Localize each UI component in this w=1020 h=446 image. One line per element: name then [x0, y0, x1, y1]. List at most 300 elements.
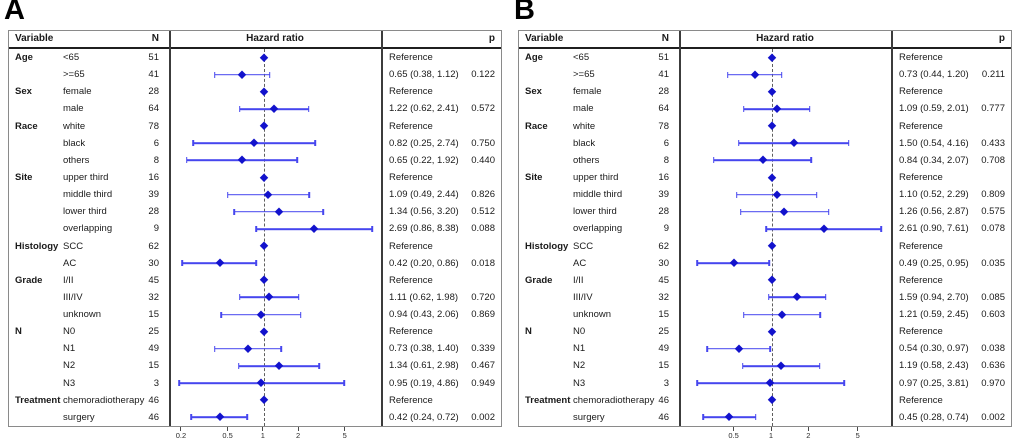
row-subgroup-label: overlapping: [63, 223, 113, 235]
row-n-value: 46: [658, 394, 669, 406]
ci-lower-cap: [190, 414, 192, 420]
row-group-label: [525, 306, 577, 323]
row-subgroup-label: N2: [573, 360, 586, 372]
hazard-ratio-diamond-marker: [767, 53, 776, 62]
ci-lower-cap: [697, 260, 699, 266]
row-group-label: [525, 66, 577, 83]
ci-upper-cap: [314, 140, 316, 146]
row-p-value: 0.708: [981, 154, 1005, 166]
row-p-value: 0.211: [981, 69, 1005, 81]
hazard-ratio-diamond-marker: [789, 139, 798, 148]
row-p-value: 0.339: [471, 343, 495, 355]
hazard-ratio-diamond-marker: [249, 139, 258, 148]
row-estimate-text: 0.84 (0.34, 2.07): [899, 154, 969, 166]
row-estimate-text: 1.21 (0.59, 2.45): [899, 309, 969, 321]
row-estimate-text: 0.73 (0.44, 1.20): [899, 69, 969, 81]
row-p-value: 0.018: [471, 257, 495, 269]
row-n-value: 45: [148, 274, 159, 286]
row-group-label: Treatment: [15, 394, 61, 406]
row-n-value: 78: [148, 120, 159, 132]
row-p-value: 0.433: [981, 137, 1005, 149]
hazard-ratio-diamond-marker: [215, 413, 224, 422]
panel-b-plot-area: [519, 31, 1011, 426]
header-hazard-ratio: Hazard ratio: [756, 33, 814, 44]
hazard-ratio-diamond-marker: [243, 344, 252, 353]
row-n-value: 3: [663, 377, 669, 389]
row-estimate-text: 1.10 (0.52, 2.29): [899, 189, 969, 201]
hazard-ratio-diamond-marker: [269, 104, 278, 113]
row-subgroup-label: III/IV: [573, 291, 593, 303]
hazard-ratio-diamond-marker: [767, 327, 776, 336]
ci-lower-cap: [214, 346, 216, 352]
row-p-value: [457, 392, 495, 409]
row-subgroup-label: lower third: [63, 206, 107, 218]
row-p-value: 0.467: [471, 360, 495, 372]
row-subgroup-label: I/II: [63, 274, 74, 286]
row-p-value: [457, 272, 495, 289]
row-estimate-text: 0.42 (0.20, 0.86): [389, 257, 459, 269]
row-estimate-text: 1.26 (0.56, 2.87): [899, 206, 969, 218]
row-n-value: 41: [148, 69, 159, 81]
ci-upper-cap: [828, 209, 830, 215]
row-estimate-text: 1.34 (0.56, 3.20): [389, 206, 459, 218]
row-group-label: Age: [15, 52, 33, 63]
row-n-value: 51: [148, 52, 159, 63]
row-estimate-text: Reference: [389, 120, 433, 132]
ci-lower-cap: [234, 209, 236, 215]
row-p-value: 0.002: [471, 411, 495, 423]
reference-line: [772, 49, 773, 426]
row-estimate-text: Reference: [389, 394, 433, 406]
row-p-value: 0.970: [981, 377, 1005, 389]
ci-upper-cap: [280, 346, 282, 352]
hazard-ratio-diamond-marker: [310, 224, 319, 233]
row-subgroup-label: I/II: [573, 274, 584, 286]
row-p-value: 0.809: [981, 189, 1005, 201]
row-subgroup-label: male: [573, 103, 594, 115]
row-subgroup-label: SCC: [63, 240, 84, 252]
ci-upper-cap: [810, 157, 812, 163]
row-subgroup-label: upper third: [573, 171, 619, 183]
row-n-value: 39: [148, 189, 159, 201]
ci-lower-cap: [238, 363, 240, 369]
row-group-label: [525, 152, 577, 169]
row-group-label: [15, 66, 67, 83]
row-estimate-text: 0.97 (0.25, 3.81): [899, 377, 969, 389]
axis-tick-label: 2: [806, 431, 811, 440]
row-p-value: [967, 238, 1005, 255]
row-p-value: 0.440: [471, 154, 495, 166]
row-estimate-text: Reference: [899, 326, 943, 338]
ci-upper-cap: [755, 414, 757, 420]
hazard-ratio-diamond-marker: [729, 259, 738, 268]
hazard-ratio-diamond-marker: [259, 53, 268, 62]
row-p-value: 0.826: [471, 189, 495, 201]
row-subgroup-label: SCC: [573, 240, 594, 252]
row-group-label: [15, 357, 67, 374]
ci-upper-cap: [819, 363, 821, 369]
row-group-label: Sex: [15, 86, 32, 98]
ci-lower-cap: [186, 157, 188, 163]
ci-upper-cap: [322, 209, 324, 215]
ci-upper-cap: [816, 192, 818, 198]
row-p-value: [967, 392, 1005, 409]
row-estimate-text: 0.45 (0.28, 0.74): [899, 411, 969, 423]
hazard-ratio-diamond-marker: [259, 327, 268, 336]
row-estimate-text: Reference: [899, 86, 943, 98]
ci-lower-cap: [220, 312, 222, 318]
header-p-value: p: [998, 33, 1005, 44]
ci-upper-cap: [296, 157, 298, 163]
hazard-ratio-diamond-marker: [767, 122, 776, 131]
row-subgroup-label: surgery: [63, 411, 95, 423]
ci-lower-cap: [179, 380, 181, 386]
row-group-label: [525, 100, 577, 117]
ci-upper-cap: [246, 414, 248, 420]
row-n-value: 28: [148, 206, 159, 218]
row-subgroup-label: chemoradiotherapy: [63, 394, 145, 406]
row-n-value: 51: [658, 52, 669, 63]
hazard-ratio-diamond-marker: [265, 293, 274, 302]
row-group-label: [525, 220, 577, 237]
hazard-ratio-diamond-marker: [237, 70, 246, 79]
hazard-ratio-diamond-marker: [819, 224, 828, 233]
axis-tick-label: 5: [342, 431, 347, 440]
row-subgroup-label: surgery: [573, 411, 605, 423]
row-p-value: [457, 169, 495, 186]
ci-lower-cap: [227, 192, 229, 198]
row-p-value: 0.512: [471, 206, 495, 218]
hazard-ratio-diamond-marker: [259, 173, 268, 182]
ci-lower-cap: [736, 192, 738, 198]
row-p-value: 0.750: [471, 137, 495, 149]
row-group-label: Histology: [525, 240, 569, 252]
row-estimate-text: 1.09 (0.49, 2.44): [389, 189, 459, 201]
row-subgroup-label: upper third: [63, 171, 109, 183]
axis-tick-label: 1: [768, 431, 774, 440]
hazard-ratio-diamond-marker: [724, 413, 733, 422]
row-subgroup-label: unknown: [63, 309, 102, 321]
row-n-value: 15: [148, 309, 159, 321]
axis-tick-label: 2: [296, 431, 301, 440]
row-p-value: 0.636: [981, 360, 1005, 372]
row-subgroup-label: N3: [573, 377, 586, 389]
row-group-label: [15, 306, 67, 323]
row-p-value: [457, 118, 495, 135]
ci-lower-cap: [768, 294, 770, 300]
ci-upper-cap: [319, 363, 321, 369]
row-n-value: 39: [658, 189, 669, 201]
panel-a-plot-area: [9, 31, 501, 426]
header-n: N: [661, 33, 669, 44]
row-n-value: 78: [658, 120, 669, 132]
ci-upper-cap: [819, 312, 821, 318]
row-group-label: Race: [15, 120, 38, 132]
row-subgroup-label: chemoradiotherapy: [573, 394, 655, 406]
row-p-value: 0.720: [471, 291, 495, 303]
row-p-value: [967, 169, 1005, 186]
row-subgroup-label: <65: [63, 52, 80, 63]
row-p-value: 0.078: [981, 223, 1005, 235]
ci-lower-cap: [706, 346, 708, 352]
row-subgroup-label: N2: [63, 360, 76, 372]
row-group-label: [15, 100, 67, 117]
row-subgroup-label: black: [63, 137, 86, 149]
row-p-value: 0.085: [981, 291, 1005, 303]
header-hazard-ratio: Hazard ratio: [246, 33, 304, 44]
row-group-label: [525, 375, 577, 392]
row-group-label: [15, 203, 67, 220]
row-subgroup-label: female: [573, 86, 602, 98]
row-p-value: 0.777: [981, 103, 1005, 115]
row-estimate-text: Reference: [389, 274, 433, 286]
row-n-value: 28: [658, 206, 669, 218]
axis-tick-label: 0.5: [222, 431, 233, 440]
row-p-value: 0.949: [471, 377, 495, 389]
row-subgroup-label: others: [573, 154, 600, 166]
ci-lower-cap: [255, 226, 257, 232]
row-group-label: Race: [525, 120, 548, 132]
row-estimate-text: 0.65 (0.22, 1.92): [389, 154, 459, 166]
hazard-ratio-diamond-marker: [259, 122, 268, 131]
header-variable: Variable: [15, 33, 54, 44]
hazard-ratio-diamond-marker: [237, 156, 246, 165]
row-subgroup-label: middle third: [63, 189, 113, 201]
row-n-value: 30: [658, 257, 669, 269]
ci-upper-cap: [308, 192, 310, 198]
row-group-label: [525, 289, 577, 306]
row-subgroup-label: lower third: [573, 206, 617, 218]
row-n-value: 45: [658, 274, 669, 286]
axis-tick-label: 1: [260, 431, 265, 440]
row-n-value: 6: [153, 137, 159, 149]
hazard-ratio-diamond-marker: [758, 156, 767, 165]
hazard-ratio-diamond-marker: [778, 310, 787, 319]
panel-a-x-axis: [8, 427, 502, 445]
hazard-ratio-diamond-marker: [773, 190, 782, 199]
row-group-label: Grade: [525, 274, 553, 286]
hazard-ratio-diamond-marker: [767, 173, 776, 182]
row-estimate-text: Reference: [389, 52, 433, 63]
ci-lower-cap: [743, 312, 745, 318]
row-group-label: Treatment: [525, 394, 571, 406]
ci-lower-cap: [214, 72, 216, 78]
ci-upper-cap: [781, 72, 783, 78]
row-subgroup-label: N3: [63, 377, 76, 389]
row-subgroup-label: white: [63, 120, 86, 132]
row-subgroup-label: AC: [63, 257, 77, 269]
row-subgroup-label: AC: [573, 257, 587, 269]
row-n-value: 62: [658, 240, 669, 252]
row-p-value: [967, 118, 1005, 135]
ci-lower-cap: [239, 294, 241, 300]
hazard-ratio-diamond-marker: [259, 276, 268, 285]
hazard-ratio-diamond-marker: [259, 87, 268, 96]
row-group-label: N: [525, 326, 532, 338]
row-subgroup-label: >=65: [63, 69, 85, 81]
ci-upper-cap: [843, 380, 845, 386]
ci-lower-cap: [740, 209, 742, 215]
row-group-label: [15, 289, 67, 306]
row-estimate-text: Reference: [389, 171, 433, 183]
row-group-label: [525, 186, 577, 203]
ci-upper-cap: [269, 72, 271, 78]
row-p-value: [967, 272, 1005, 289]
row-p-value: 0.038: [981, 343, 1005, 355]
row-n-value: 16: [658, 171, 669, 183]
hazard-ratio-diamond-marker: [772, 104, 781, 113]
row-p-value: [967, 49, 1005, 66]
row-group-label: Sex: [525, 86, 542, 98]
row-group-label: [15, 186, 67, 203]
ci-upper-cap: [371, 226, 373, 232]
ci-upper-cap: [300, 312, 302, 318]
hazard-ratio-diamond-marker: [767, 396, 776, 405]
row-n-value: 9: [153, 223, 159, 235]
row-group-label: Site: [525, 171, 543, 183]
row-subgroup-label: N0: [63, 326, 76, 338]
row-estimate-text: Reference: [389, 86, 433, 98]
header-variable: Variable: [525, 33, 564, 44]
row-subgroup-label: others: [63, 154, 90, 166]
reference-line: [264, 49, 265, 426]
ci-lower-cap: [743, 106, 745, 112]
row-estimate-text: Reference: [899, 240, 943, 252]
row-group-label: Age: [525, 52, 543, 63]
hazard-ratio-diamond-marker: [274, 361, 283, 370]
ci-upper-cap: [770, 346, 772, 352]
header-n: N: [151, 33, 159, 44]
row-n-value: 9: [663, 223, 669, 235]
row-group-label: Histology: [15, 240, 59, 252]
row-subgroup-label: black: [573, 137, 596, 149]
row-n-value: 64: [658, 103, 669, 115]
row-subgroup-label: N1: [63, 343, 76, 355]
row-estimate-text: Reference: [899, 120, 943, 132]
row-estimate-text: 1.59 (0.94, 2.70): [899, 291, 969, 303]
row-group-label: Site: [15, 171, 33, 183]
row-p-value: 0.603: [981, 309, 1005, 321]
ci-upper-cap: [809, 106, 811, 112]
row-estimate-text: 1.11 (0.62, 1.98): [389, 291, 459, 303]
row-subgroup-label: III/IV: [63, 291, 83, 303]
row-estimate-text: Reference: [899, 394, 943, 406]
ci-upper-cap: [255, 260, 257, 266]
ci-upper-cap: [825, 294, 827, 300]
row-group-label: [15, 152, 67, 169]
row-n-value: 25: [658, 326, 669, 338]
panel-b-table: [518, 30, 1012, 427]
row-subgroup-label: overlapping: [573, 223, 623, 235]
hazard-ratio-diamond-marker: [767, 87, 776, 96]
row-n-value: 62: [148, 240, 159, 252]
hazard-ratio-diamond-marker: [767, 242, 776, 251]
row-p-value: [967, 83, 1005, 100]
row-group-label: [525, 203, 577, 220]
row-estimate-text: 0.73 (0.38, 1.40): [389, 343, 459, 355]
row-n-value: 28: [658, 86, 669, 98]
row-estimate-text: 0.42 (0.24, 0.72): [389, 411, 459, 423]
ci-lower-cap: [239, 106, 241, 112]
row-p-value: 0.869: [471, 309, 495, 321]
row-p-value: [457, 83, 495, 100]
ci-upper-cap: [343, 380, 345, 386]
row-group-label: [525, 255, 577, 272]
row-n-value: 15: [658, 309, 669, 321]
row-group-label: [15, 135, 67, 152]
row-estimate-text: 0.65 (0.38, 1.12): [389, 69, 459, 81]
ci-lower-cap: [697, 380, 699, 386]
row-p-value: 0.088: [471, 223, 495, 235]
hazard-ratio-diamond-marker: [259, 242, 268, 251]
ci-lower-cap: [181, 260, 183, 266]
row-n-value: 3: [153, 377, 159, 389]
ci-lower-cap: [742, 363, 744, 369]
row-estimate-text: 1.19 (0.58, 2.43): [899, 360, 969, 372]
row-estimate-text: 2.69 (0.86, 8.38): [389, 223, 459, 235]
row-subgroup-label: N0: [573, 326, 586, 338]
hazard-ratio-diamond-marker: [780, 207, 789, 216]
row-estimate-text: 1.34 (0.61, 2.98): [389, 360, 459, 372]
row-subgroup-label: >=65: [573, 69, 595, 81]
ci-upper-cap: [298, 294, 300, 300]
row-group-label: [525, 135, 577, 152]
ci-lower-cap: [713, 157, 715, 163]
row-estimate-text: Reference: [899, 171, 943, 183]
row-subgroup-label: middle third: [573, 189, 623, 201]
axis-tick-label: 0.2: [175, 431, 187, 440]
ci-upper-cap: [848, 140, 850, 146]
row-p-value: 0.572: [471, 103, 495, 115]
row-group-label: [525, 357, 577, 374]
panel-b-label: B: [514, 0, 536, 26]
row-subgroup-label: <65: [573, 52, 590, 63]
row-group-label: N: [15, 326, 22, 338]
hazard-ratio-diamond-marker: [734, 344, 743, 353]
row-subgroup-label: white: [573, 120, 596, 132]
row-n-value: 28: [148, 86, 159, 98]
row-group-label: [15, 220, 67, 237]
row-p-value: 0.035: [981, 257, 1005, 269]
axis-tick-label: 0.5: [728, 431, 739, 440]
row-n-value: 6: [663, 137, 669, 149]
header-p-value: p: [488, 33, 495, 44]
row-estimate-text: 2.61 (0.90, 7.61): [899, 223, 969, 235]
row-group-label: [15, 255, 67, 272]
hazard-ratio-diamond-marker: [751, 70, 760, 79]
row-estimate-text: 0.95 (0.19, 4.86): [389, 377, 459, 389]
row-estimate-text: Reference: [899, 274, 943, 286]
ci-lower-cap: [766, 226, 768, 232]
row-subgroup-label: female: [63, 86, 92, 98]
row-estimate-text: 1.22 (0.62, 2.41): [389, 103, 459, 115]
row-n-value: 16: [148, 171, 159, 183]
row-n-value: 49: [148, 343, 159, 355]
row-subgroup-label: unknown: [573, 309, 612, 321]
row-estimate-text: Reference: [389, 326, 433, 338]
row-estimate-text: 1.50 (0.54, 4.16): [899, 137, 969, 149]
row-p-value: 0.002: [981, 411, 1005, 423]
panel-b: [510, 0, 1020, 446]
row-p-value: [457, 323, 495, 340]
axis-tick-label: 5: [855, 431, 860, 440]
row-group-label: [15, 340, 67, 357]
row-estimate-text: 0.82 (0.25, 2.74): [389, 137, 459, 149]
row-estimate-text: Reference: [389, 240, 433, 252]
hazard-ratio-diamond-marker: [215, 259, 224, 268]
ci-upper-cap: [308, 106, 310, 112]
row-p-value: [967, 323, 1005, 340]
